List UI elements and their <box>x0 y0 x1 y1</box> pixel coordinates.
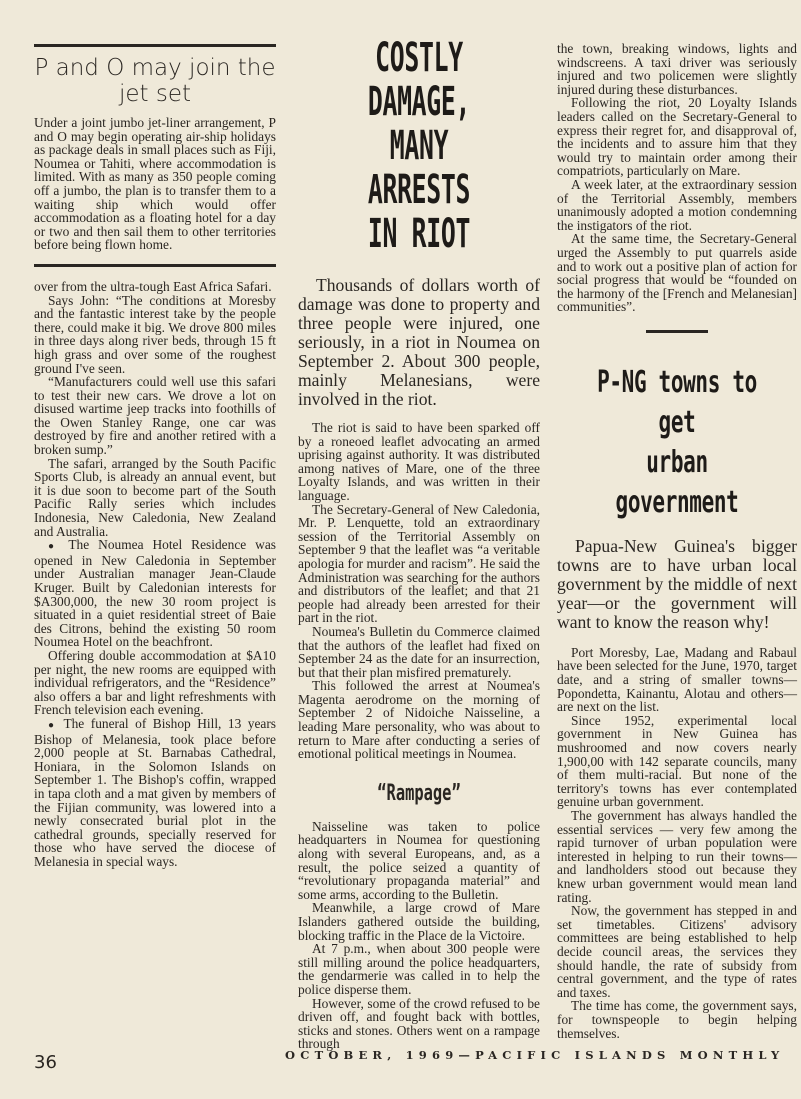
paragraph: The riot is said to have been sparked off by a roneoed leaflet advocating an armed uprising against authority. It was distributed among natives of Mare, one of the three Loyalty Islands, and was written in their language. <box>298 420 540 503</box>
headline-line: urban government <box>615 444 739 520</box>
story-rampage <box>298 820 540 1051</box>
paragraph: Thousands of dollars worth of damage was done to property and three people were injured, one seriously, in a riot in Noumea on September 2. About 300 people, mainly Melanesians, were involved in the riot. <box>298 275 540 409</box>
paragraph: At 7 p.m., when about 300 people were still milling around the police headquarters, the gendarmerie was called in to help the police disperse them. <box>298 941 540 997</box>
lead-paragraph <box>557 537 797 632</box>
paragraph: Since 1952, experimental local government in New Guinea has mushroomed and now covers nearly 1,900,00 with 142 separate councils, many of them multi-racial. But none of the territory's towns has ever contemplated genuine urban government. <box>557 712 797 810</box>
story-safari <box>34 280 276 869</box>
paragraph: The time has come, the government says, for townspeople to begin helping themselves. <box>557 998 797 1041</box>
paragraph: A week later, at the extraordinary session of the Territorial Assembly, members unanimously adopted a motion condemning the instigators of the riot. <box>557 176 797 233</box>
column-left <box>34 0 276 868</box>
story-p-and-o <box>34 116 276 252</box>
short-rule <box>646 330 708 333</box>
paragraph: The safari, arranged by the South Pacific Sports Club, is already an annual event, but it is due soon to become part of the South Pacific Rally series which includes Indonesia, New Caledonia, New Zealand and Australia. <box>34 455 276 539</box>
paragraph-bullet <box>34 717 276 869</box>
paragraph: Papua-New Guinea's bigger towns are to have urban local government by the middle of next year—or the government will want to know the reason why! <box>557 535 797 632</box>
paragraph: The government has always handled the essential services — very few among the rapid turnover of urban population were interested in helping to run their towns—and landholders stood out because they knew urban government would mean land rating. <box>557 808 797 905</box>
paragraph: Under a joint jumbo jet-liner arrangement, P and O may begin operating air-ship holidays as package deals in small places such as Fiji, Noumea or Tahiti, where accommodation is limited. With as many as 350 people coming off a jumbo, the plan is to transfer them to a waiting ship which would offer accommodation as a floating hotel for a day or two and then sail them to other territories before being flown home. <box>34 115 276 253</box>
top-rule <box>34 44 276 47</box>
paragraph: Offering double accommodation at $A10 per night, the new rooms are equipped with individual refrigerators, and the “Residence” also offers a bar and light refreshments with French television each evening. <box>34 647 276 718</box>
paragraph: the town, breaking windows, lights and windscreens. A taxi driver was seriously injured and two policemen were slightly injured during these disturbances. <box>557 41 797 97</box>
paragraph: Following the riot, 20 Loyalty Islands leaders called on the Secretary-General to express their regret for, and disapproval of, the incidents and to assure him that they would try to maintain order among their compatriots, particularly on Mare. <box>557 95 797 179</box>
masthead: OCTOBER, 1969—PACIFIC ISLANDS MONTHLY <box>285 1048 785 1062</box>
story-png <box>557 646 797 1040</box>
paragraph-text: The Noumea Hotel Residence was opened in New Caledonia in September under Australian manager Jean-Claude Kruger. Built by Caledonian interests for $A300,000, the new 30 room project is situated in a quiet residential street of Baie des Citrons, behind the existing 50 room Noumea Hotel on the beachfront. <box>34 537 276 650</box>
paragraph: Meanwhile, a large crowd of Mare Islanders gathered outside the building, blocking traffic in the Place de la Victoire. <box>298 900 540 943</box>
headline-p-and-o: P and O may join the jet set <box>34 55 276 107</box>
paragraph: Port Moresby, Lae, Madang and Rabaul have been selected for the June, 1970, target date, and a string of smaller towns—Popondetta, Kainantu, Alotau and others—are next on the list. <box>557 644 797 715</box>
paragraph: Naisseline was taken to police headquarters in Noumea for questioning along with several Europeans, and, as a result, the police seized a quantity of “revolutionary propaganda material” and some arms, according to the Bulletin. <box>298 818 540 902</box>
paragraph: Noumea's Bulletin du Commerce claimed that the authors of the leaflet had fixed on September 24 as the date for an insurrection, but that their plan misfired prematurely. <box>298 623 540 680</box>
story-riot-continued <box>557 42 797 314</box>
paragraph: “Manufacturers could well use this safari to test their new cars. We drove a lot on disused wartime jeep tracks into foothills of the Owen Stanley Range, one car was destroyed by fire and another retired with a broken sump.” <box>34 374 276 458</box>
lead-paragraph <box>298 276 540 409</box>
paragraph: Says John: “The conditions at Moresby and the fantastic interest take by the people there, could make it big. We drove 800 miles in three days along river beds, through 15 ft high grass and over some of the roughest ground I've seen. <box>34 292 276 376</box>
bullet-icon: ● <box>48 541 60 553</box>
headline-png <box>557 363 797 523</box>
paragraph: Now, the government has stepped in and set timetables. Citizens' advisory committees are being established to help decide council areas, the services they should handle, the rate of subsidy from central government, and the type of rates and taxes. <box>557 903 797 1000</box>
bullet-icon: ● <box>48 719 58 731</box>
column-right <box>557 0 797 1040</box>
story-riot <box>298 421 540 761</box>
paragraph: The Secretary-General of New Caledonia, Mr. P. Lenquette, told an extraordinary session of the Territorial Assembly on September 9 that the leaflet was “a veritable apologia for murder and racism”. He said the Administration was searching for the authors and distributors of the leaflet; and that 21 people had already been arrested for their part in the riot. <box>298 501 540 626</box>
page-number: 36 <box>34 1052 57 1073</box>
subhead-rampage: “Rampage” <box>377 780 461 806</box>
paragraph: At the same time, the Secretary-General urged the Assembly to put quarrels aside and to work out a positive plan of action for social progress that would be “founded on the harmony of the [French and Melanesian] communities”. <box>557 231 797 315</box>
paragraph-bullet <box>34 538 276 649</box>
headline-riot <box>298 36 540 256</box>
column-middle <box>298 0 540 1051</box>
headline-line: COSTLY DAMAGE, <box>367 35 471 125</box>
headline-line: MANY ARRESTS <box>367 123 471 213</box>
paragraph: over from the ultra-tough East Africa Safari. <box>34 278 272 294</box>
paragraph: This followed the arrest at Noumea's Magenta aerodrome on the morning of September 2 of Nidoiche Naisseline, a leading Mare personality, who was about to return to Mare after conducting a series of emotional political meetings in Noumea. <box>298 678 540 762</box>
headline-line: IN RIOT <box>367 211 471 257</box>
headline-line: P-NG towns to get <box>597 364 757 440</box>
paragraph: However, some of the crowd refused to be driven off, and fought back with bottles, sticks and stones. Others went on a rampage through <box>298 995 540 1052</box>
divider-rule <box>34 264 276 267</box>
paragraph-text: The funeral of Bishop Hill, 13 years Bishop of Melanesia, took place before 2,000 people at St. Barnabas Cathedral, Honiara, in the Solomon Islands on September 1. The Bishop's coffin, wrapped in tapa cloth and a mat given by members of the Fijian community, was lowered into a newly consecrated burial plot in the cathedral grounds, specially reserved for those who have served the diocese of Melanesia in special ways. <box>34 715 277 869</box>
